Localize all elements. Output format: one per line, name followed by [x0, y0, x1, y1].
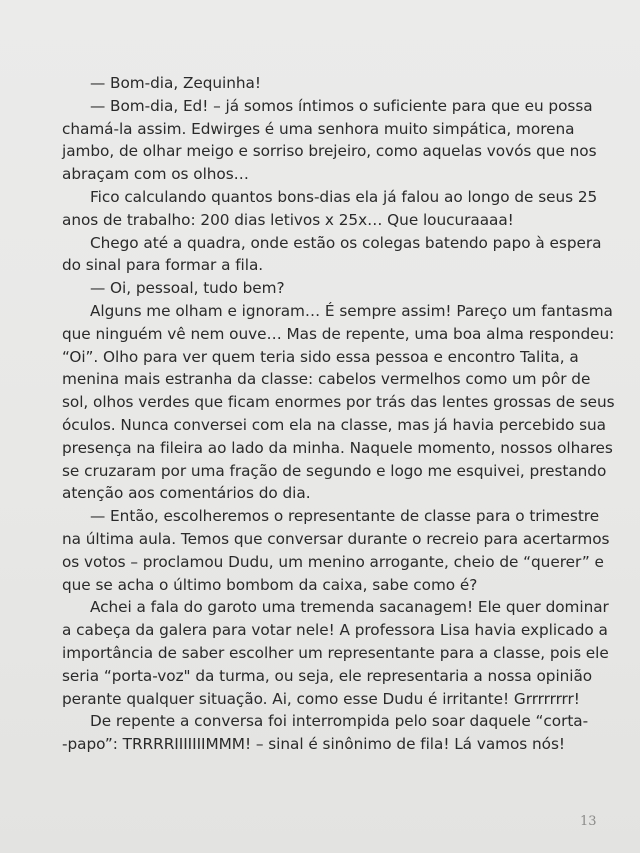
- text-line: — Então, escolheremos o representante de classe para o trimestre: [90, 507, 600, 526]
- text-line: os votos – proclamou Dudu, um menino arrogante, cheio de “querer” e: [62, 552, 604, 571]
- text-line: perante qualquer situação. Ai, como esse Dudu é irritante! Grrrrrrrr!: [62, 689, 580, 708]
- text-line: óculos. Nunca conversei com ela na classe, mas já havia percebido sua: [62, 415, 607, 434]
- text-line: se cruzaram por uma fração de segundo e logo me esquivei, prestando: [62, 461, 607, 480]
- text-line: a cabeça da galera para votar nele! A professora Lisa havia explicado a: [62, 621, 608, 640]
- text-line: Alguns me olham e ignoram… É sempre assim! Pareço um fantasma: [90, 301, 613, 320]
- text-line: anos de trabalho: 200 dias letivos x 25x… Que loucuraaaa!: [62, 210, 514, 229]
- text-line: -papo”: TRRRRIIIIIIIMMM! – sinal é sinônimo de fila! Lá vamos nós!: [62, 735, 565, 754]
- text-line: na última aula. Temos que conversar durante o recreio para acertarmos: [62, 529, 610, 548]
- text-line: do sinal para formar a fila.: [62, 256, 264, 275]
- text-line: atenção aos comentários do dia.: [62, 484, 311, 503]
- text-line: menina mais estranha da classe: cabelos vermelhos como um pôr de: [62, 370, 591, 389]
- text-line: — Bom-dia, Zequinha!: [90, 74, 261, 92]
- text-line: Achei a fala do garoto uma tremenda sacanagem! Ele quer dominar: [90, 598, 609, 617]
- text-line: chamá-la assim. Edwirges é uma senhora muito simpática, morena: [62, 119, 575, 138]
- text-line: presença na fileira ao lado da minha. Naquele momento, nossos olhares: [62, 438, 613, 457]
- text-line: que se acha o último bombom da caixa, sabe como é?: [62, 575, 478, 594]
- text-line: importância de saber escolher um representante para a classe, pois ele: [62, 643, 609, 662]
- page-number: 13: [580, 814, 597, 829]
- text-line: — Bom-dia, Ed! – já somos íntimos o suficiente para que eu possa: [90, 96, 593, 115]
- text-line: abraçam com os olhos…: [62, 165, 249, 184]
- text-line: que ninguém vê nem ouve… Mas de repente, uma boa alma respondeu:: [62, 324, 615, 343]
- text-line: Chego até a quadra, onde estão os colegas batendo papo à espera: [90, 233, 602, 252]
- text-line: — Oi, pessoal, tudo bem?: [90, 279, 285, 298]
- text-line: sol, olhos verdes que ficam enormes por trás das lentes grossas de seus: [62, 393, 615, 412]
- text-line: “Oi”. Olho para ver quem teria sido essa pessoa e encontro Talita, a: [62, 347, 579, 366]
- text-line: jambo, de olhar meigo e sorriso brejeiro, como aquelas vovós que nos: [62, 142, 597, 161]
- body-text: [62, 72, 615, 756]
- text-line: De repente a conversa foi interrompida pelo soar daquele “corta-: [90, 712, 589, 731]
- text-line: seria “porta-voz" da turma, ou seja, ele representaria a nossa opinião: [62, 666, 593, 685]
- text-line: Fico calculando quantos bons-dias ela já falou ao longo de seus 25: [90, 187, 598, 206]
